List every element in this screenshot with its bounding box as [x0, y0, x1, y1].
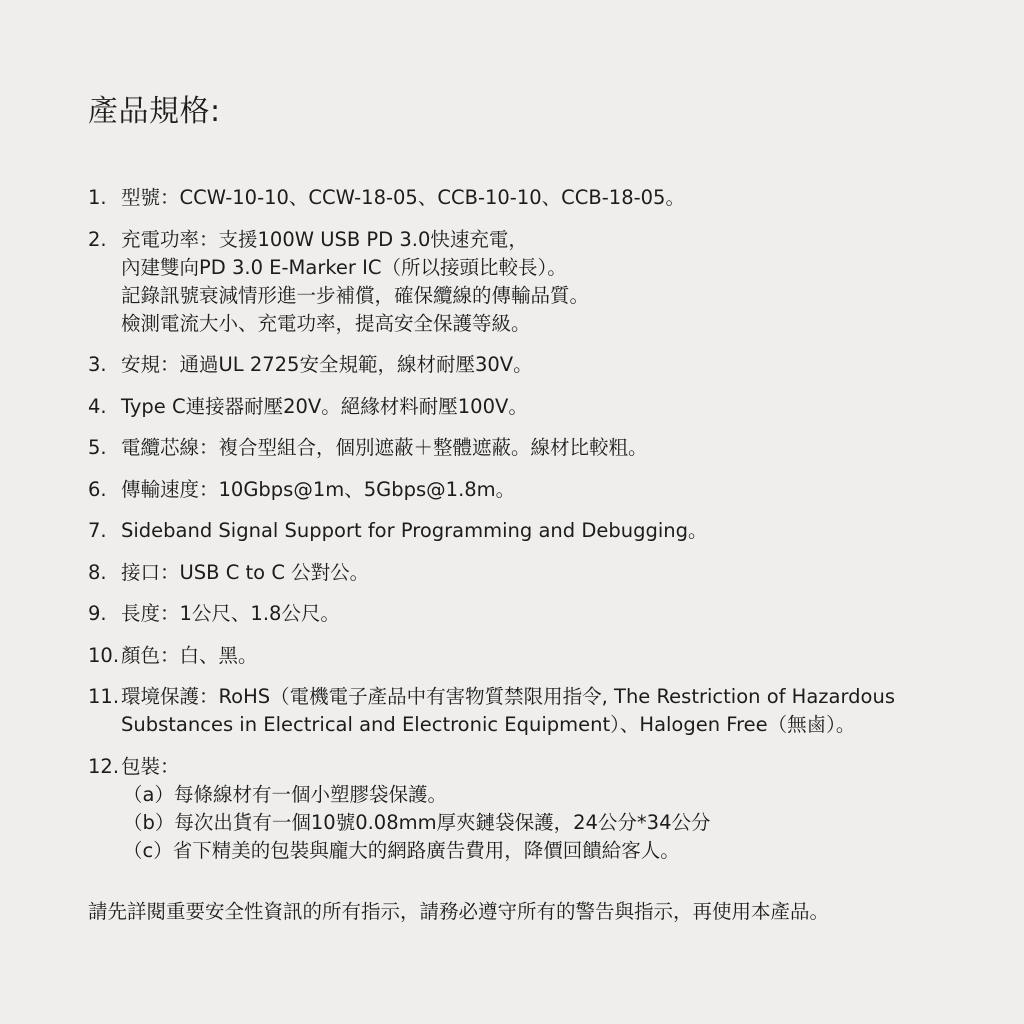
spec-text: Substances in Electrical and Electronic Equipment）、Halogen Free（無鹵）。	[121, 713, 856, 736]
safety-notice: 請先詳閱重要安全性資訊的所有指示，請務必遵守所有的警告與指示，再使用本產品。	[88, 900, 830, 923]
spec-number: 1.	[88, 186, 107, 209]
spec-list	[88, 184, 978, 878]
spec-item	[88, 753, 978, 865]
spec-item	[88, 184, 978, 212]
spec-text: 檢測電流大小、充電功率，提高安全保護等級。	[121, 311, 531, 335]
spec-item	[88, 393, 978, 421]
spec-text: 安規：通過UL 2725安全規範，線材耐壓30V。	[121, 353, 533, 376]
spec-number: 5.	[88, 436, 107, 459]
spec-item	[88, 600, 978, 628]
spec-text: Type C連接器耐壓20V。絕緣材料耐壓100V。	[121, 394, 528, 418]
packaging-subitem: （c）省下精美的包裝與龐大的網路廣告費用，降價回饋給客人。	[123, 838, 680, 862]
packaging-subitem: （a）每條線材有一個小塑膠袋保護。	[123, 782, 447, 806]
spec-text: 長度：1公尺、1.8公尺。	[121, 602, 340, 625]
spec-text: 接口：USB C to C 公對公。	[121, 560, 370, 584]
spec-number: 12.	[88, 754, 120, 778]
spec-text: 充電功率：支援100W USB PD 3.0快速充電，	[121, 227, 528, 251]
spec-text: 電纜芯線：複合型組合，個別遮蔽＋整體遮蔽。線材比較粗。	[121, 436, 648, 459]
spec-number: 10.	[88, 643, 120, 667]
spec-number: 11.	[88, 685, 120, 708]
spec-number: 4.	[88, 394, 107, 418]
spec-text: 顏色：白、黑。	[121, 643, 258, 667]
spec-text: 傳輸速度：10Gbps@1m、5Gbps@1.8m。	[121, 477, 516, 501]
spec-item	[88, 683, 978, 739]
spec-item	[88, 476, 978, 504]
spec-number: 3.	[88, 353, 107, 376]
spec-number: 6.	[88, 477, 107, 501]
spec-text: 環境保護：RoHS（電機電子產品中有害物質禁限用指令, The Restriction of Hazardous	[121, 685, 895, 708]
packaging-subitem: （b）每次出貨有一個10號0.08mm厚夾鏈袋保護，24公分*34公分	[123, 810, 711, 834]
spec-item	[88, 559, 978, 587]
spec-item	[88, 351, 978, 379]
spec-number: 8.	[88, 560, 107, 584]
spec-item	[88, 226, 978, 338]
spec-text: 內建雙向PD 3.0 E-Marker IC（所以接頭比較長）。	[121, 255, 567, 279]
spec-text: Sideband Signal Support for Programming and Debugging。	[121, 519, 708, 542]
spec-item	[88, 642, 978, 670]
page-title: 產品規格:	[88, 94, 221, 129]
spec-text: 包裝：	[121, 754, 180, 778]
spec-text: 型號：CCW-10-10、CCW-18-05、CCB-10-10、CCB-18-05。	[121, 186, 685, 209]
spec-text: 記錄訊號衰減情形進一步補償，確保纜線的傳輸品質。	[121, 283, 590, 307]
spec-number: 2.	[88, 227, 107, 251]
spec-item	[88, 517, 978, 545]
spec-number: 7.	[88, 519, 107, 542]
spec-item	[88, 434, 978, 462]
spec-number: 9.	[88, 602, 107, 625]
